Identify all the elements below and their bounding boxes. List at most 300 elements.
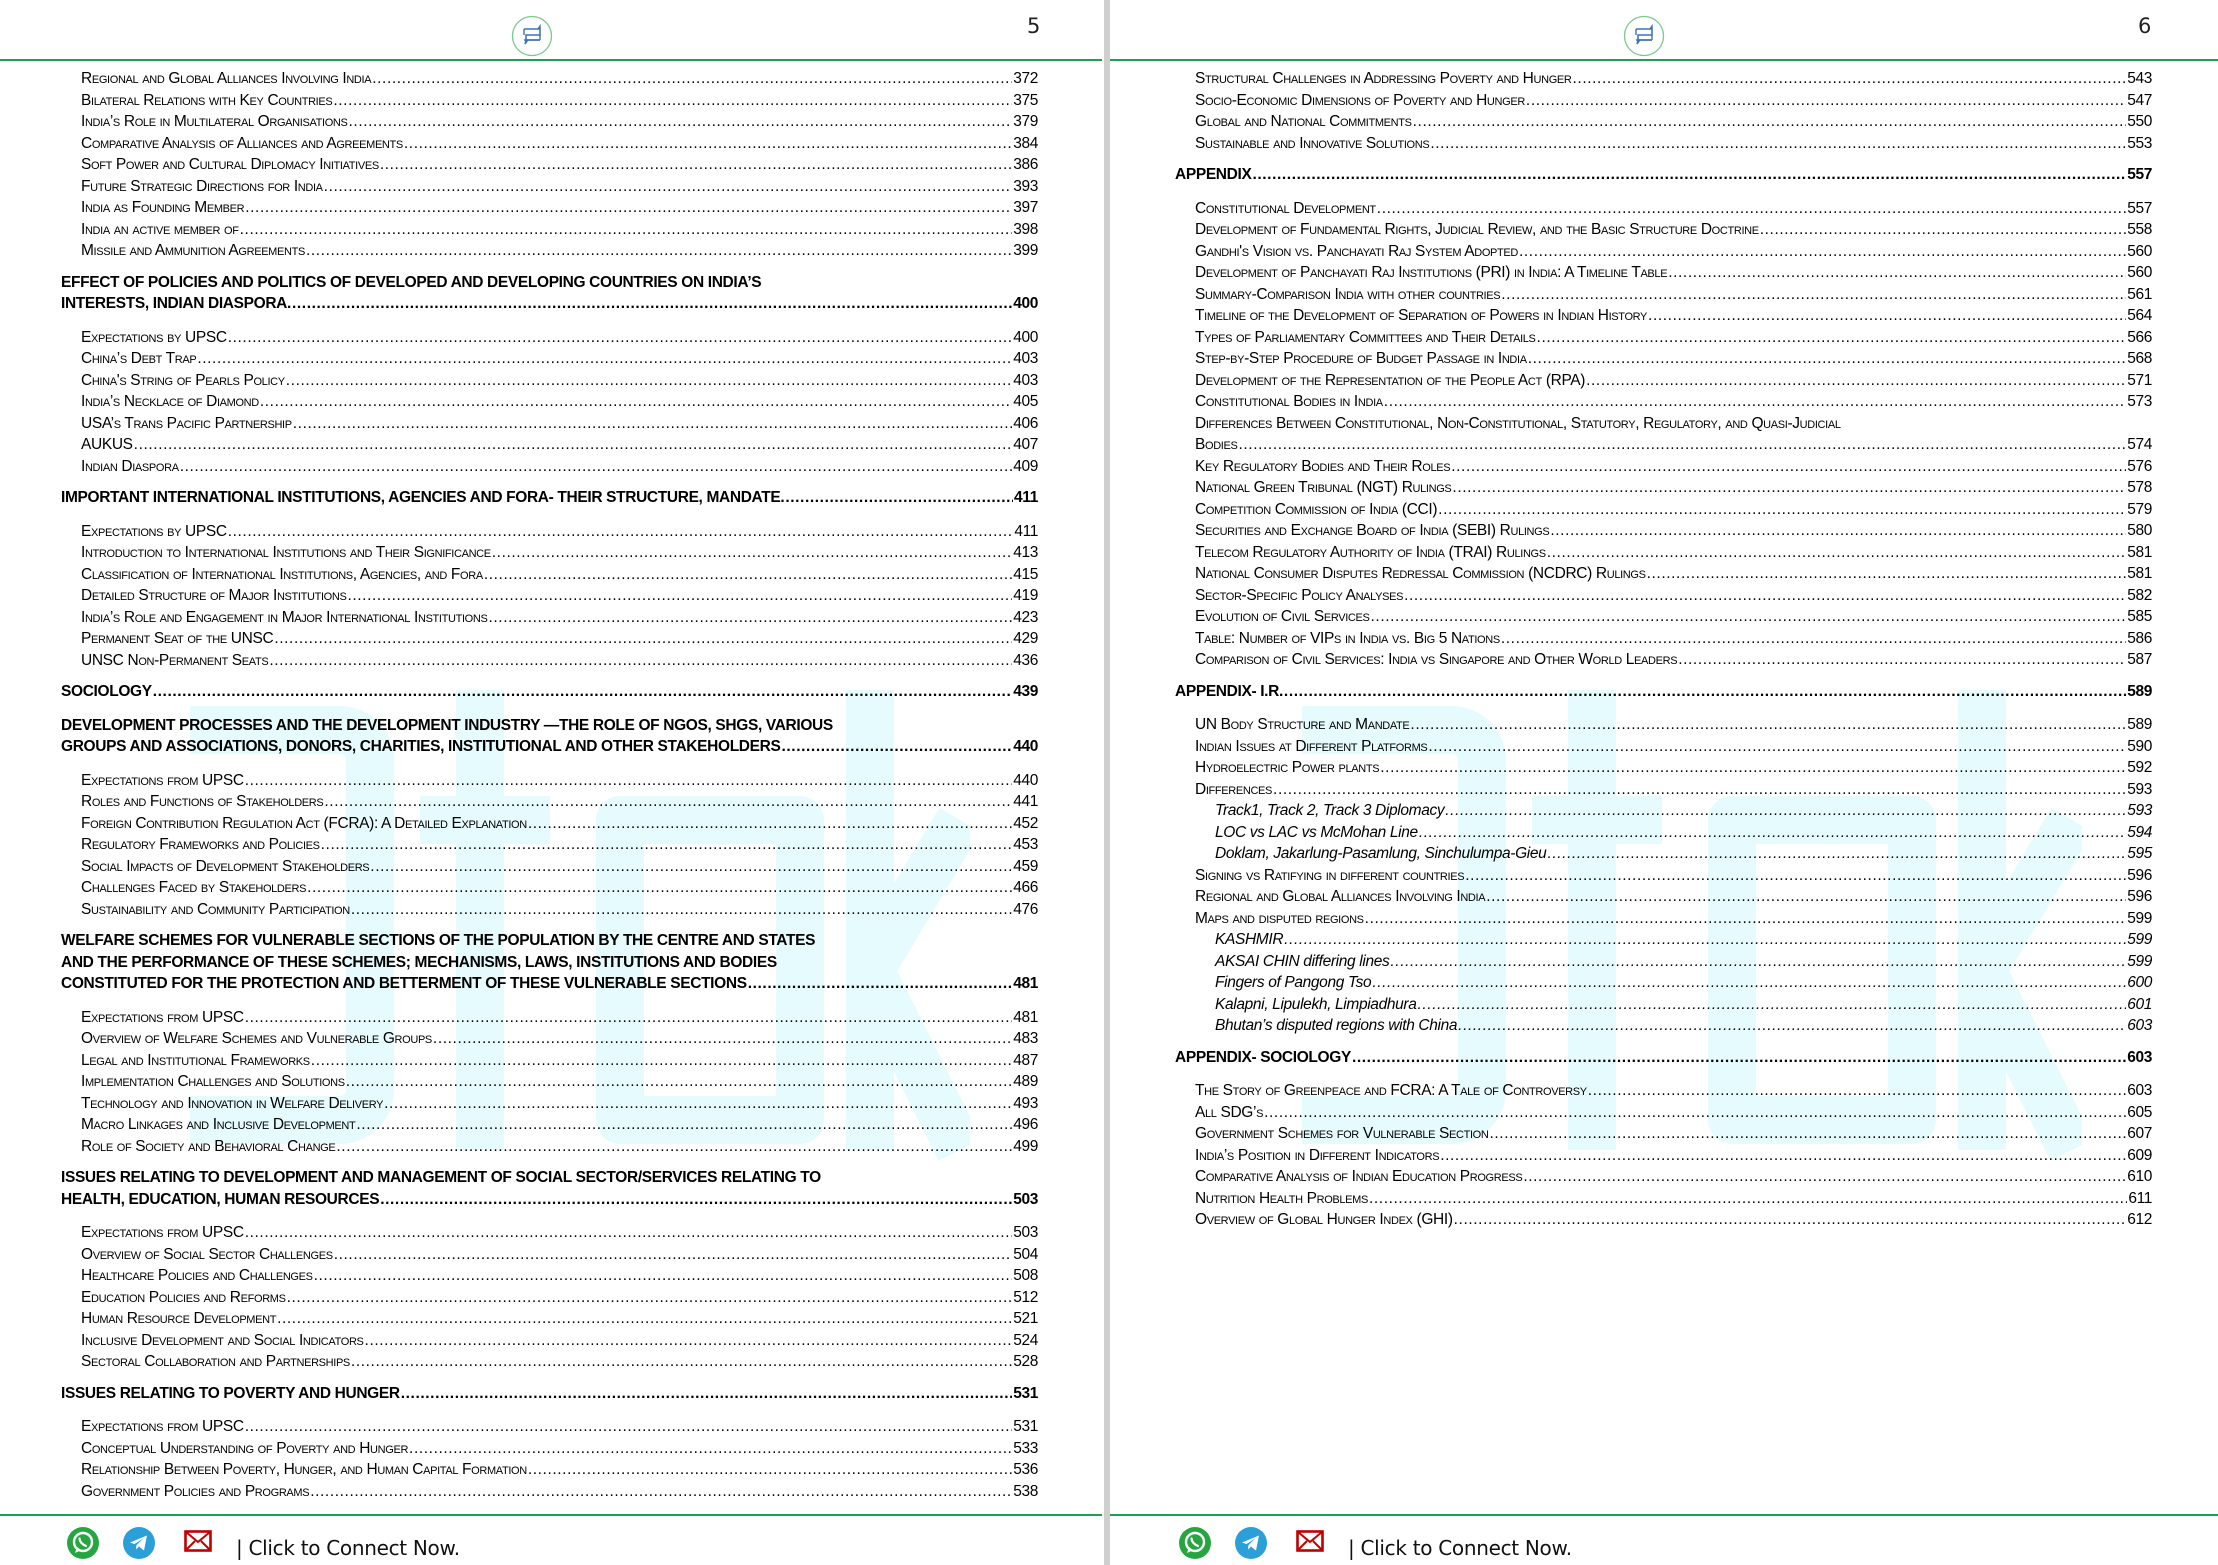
toc-subentry[interactable]: [1175, 972, 2152, 994]
toc-entry[interactable]: [61, 1028, 1038, 1050]
toc-entry[interactable]: [1175, 68, 2152, 90]
toc-entry[interactable]: [61, 391, 1038, 413]
entry-page-number: 493: [1013, 1094, 1038, 1112]
toc-entry[interactable]: [1175, 1166, 2152, 1188]
toc-entry[interactable]: [1175, 198, 2152, 220]
dot-leader: [1526, 90, 2126, 112]
dot-leader: [1647, 563, 2127, 585]
toc-entry[interactable]: [61, 1351, 1038, 1373]
dot-leader: [785, 487, 1013, 509]
heading-last-line[interactable]: [61, 1189, 1038, 1211]
entry-page-number: 609: [2127, 1146, 2152, 1164]
entry-page-number: 524: [1013, 1331, 1038, 1349]
dot-leader: [1390, 951, 2126, 973]
entry-title: Introduction to International Institutions and Their Significance: [81, 544, 491, 561]
toc-entry[interactable]: [1175, 348, 2152, 370]
entry-page-number: 600: [2127, 974, 2152, 991]
dot-leader: [1365, 908, 2127, 930]
entry-page-number: 405: [1013, 393, 1038, 410]
toc-entry[interactable]: [61, 1050, 1038, 1072]
toc-subentry[interactable]: [1175, 822, 2152, 844]
toc-entry[interactable]: [61, 607, 1038, 629]
toc-entry[interactable]: [61, 585, 1038, 607]
entry-page-number: 594: [2127, 823, 2152, 841]
entry-page-number: 601: [2127, 995, 2152, 1013]
heading-last-line[interactable]: [61, 1383, 1038, 1405]
entry-title: Expectations by UPSC: [81, 522, 227, 540]
entry-title: UNSC Non-Permanent Seats: [81, 651, 269, 669]
header-divider: [0, 59, 1102, 61]
toc-entry[interactable]: [1175, 1145, 2152, 1167]
toc-entry[interactable]: [1175, 111, 2152, 133]
entry-title: CONSTITUTED FOR THE PROTECTION AND BETTERMENT OF THESE VULNERABLE SECTIONS: [61, 975, 747, 992]
toc-entry[interactable]: [1175, 327, 2152, 349]
entry-title: Roles and Functions of Stakeholders: [81, 793, 324, 810]
toc-subentry[interactable]: [1175, 843, 2152, 865]
toc-entry[interactable]: [1175, 90, 2152, 112]
heading-last-line[interactable]: [61, 973, 1038, 995]
dot-leader: [1519, 241, 2126, 263]
mail-icon[interactable]: [1296, 1530, 1324, 1552]
entry-page-number: 543: [2127, 70, 2152, 87]
toc-subentry[interactable]: [1175, 951, 2152, 973]
entry-title: Regulatory Frameworks and Policies: [81, 836, 320, 853]
toc-entry[interactable]: [61, 1287, 1038, 1309]
entry-title: Detailed Structure of Major Institutions: [81, 587, 347, 604]
dot-leader: [292, 293, 1012, 315]
entry-page-number: 483: [1013, 1030, 1038, 1047]
footer-divider: [1110, 1514, 2218, 1516]
table-of-contents-right: [1175, 68, 2152, 1231]
toc-entry[interactable]: [61, 348, 1038, 370]
dot-leader: [1352, 1047, 2126, 1069]
toc-entry[interactable]: [1175, 133, 2152, 155]
entry-page-number: 590: [2127, 737, 2152, 755]
dot-leader: [1284, 681, 2126, 703]
entry-page-number: 533: [1013, 1439, 1038, 1457]
entry-page-number: 476: [1013, 900, 1038, 918]
dot-leader: [356, 1114, 1012, 1136]
dot-leader: [365, 1330, 1013, 1352]
entry-title: AUKUS: [81, 436, 133, 453]
entry-title: Overview of Global Hunger Index (GHI): [1195, 1211, 1453, 1228]
whatsapp-icon[interactable]: [1178, 1526, 1212, 1560]
entry-title: Fingers of Pangong Tso: [1215, 974, 1372, 991]
entry-page-number: 599: [2127, 931, 2152, 948]
heading-last-line[interactable]: [1175, 1047, 2152, 1069]
toc-entry[interactable]: [1175, 563, 2152, 585]
dot-leader: [1454, 1209, 2127, 1231]
entry-page-number: 399: [1013, 242, 1038, 259]
dot-leader: [1452, 477, 2126, 499]
toc-entry[interactable]: [61, 770, 1038, 792]
connect-link[interactable]: | Click to Connect Now.: [236, 1536, 460, 1560]
section-heading[interactable]: [61, 681, 1038, 703]
toc-entry[interactable]: [61, 456, 1038, 478]
entry-page-number: 603: [2127, 1017, 2152, 1034]
dot-leader: [351, 899, 1012, 921]
toc-entry[interactable]: [1175, 370, 2152, 392]
entry-title: Sustainable and Innovative Solutions: [1195, 134, 1430, 152]
dot-leader: [260, 391, 1012, 413]
toc-entry[interactable]: [1175, 714, 2152, 736]
connect-link[interactable]: | Click to Connect Now.: [1348, 1536, 1572, 1560]
toc-entry[interactable]: [61, 68, 1038, 90]
entry-title: Sectoral Collaboration and Partnerships: [81, 1353, 350, 1370]
entry-title: GROUPS AND ASSOCIATIONS, DONORS, CHARITIES, INSTITUTIONAL AND OTHER STAKEHOLDERS: [61, 738, 781, 755]
heading-last-line[interactable]: [61, 487, 1038, 509]
toc-entry[interactable]: [61, 413, 1038, 435]
entry-title: Key Regulatory Bodies and Their Roles: [1195, 457, 1451, 475]
entry-title: The Story of Greenpeace and FCRA: A Tale of Controversy: [1195, 1082, 1587, 1099]
dot-leader: [1438, 499, 2126, 521]
entry-title: Government Schemes for Vulnerable Section: [1195, 1125, 1489, 1142]
toc-entry[interactable]: [61, 1459, 1038, 1481]
dot-leader: [1410, 714, 2126, 736]
dot-leader: [1537, 327, 2127, 349]
entry-page-number: 452: [1013, 814, 1038, 832]
dot-leader: [409, 1438, 1012, 1460]
toc-entry[interactable]: [1175, 779, 2152, 801]
entry-title: Classification of International Institutions, Agencies, and Fora: [81, 565, 483, 583]
toc-entry[interactable]: [61, 628, 1038, 650]
toc-entry[interactable]: [61, 90, 1038, 112]
section-heading[interactable]: [1175, 1047, 2152, 1069]
heading-line: AND THE PERFORMANCE OF THESE SCHEMES; MECHANISMS, LAWS, INSTITUTIONS AND BODIES: [61, 953, 777, 971]
toc-entry[interactable]: [1175, 262, 2152, 284]
entry-title: Government Policies and Programs: [81, 1482, 310, 1500]
heading-line: EFFECT OF POLICIES AND POLITICS OF DEVELOPED AND DEVELOPING COUNTRIES ON INDIA’S: [61, 273, 762, 291]
entry-title: Telecom Regulatory Authority of India (TRAI) Rulings: [1195, 543, 1546, 561]
entry-title: India’s Position in Different Indicators: [1195, 1146, 1440, 1164]
entry-page-number: 571: [2127, 371, 2152, 389]
entry-page-number: 611: [2128, 1189, 2152, 1207]
toc-subentry[interactable]: [1175, 800, 2152, 822]
heading-last-line[interactable]: [1175, 681, 2152, 703]
toc-entry[interactable]: [61, 1007, 1038, 1029]
chat-bubble-s-logo-icon: [511, 15, 553, 57]
entry-page-number: 504: [1013, 1245, 1038, 1263]
section-heading[interactable]: [1175, 681, 2152, 703]
toc-entry[interactable]: [61, 111, 1038, 133]
dot-leader: [324, 176, 1013, 198]
toc-entry[interactable]: [61, 1330, 1038, 1352]
dot-leader: [404, 133, 1012, 155]
entry-page-number: 599: [2127, 952, 2152, 970]
toc-entry[interactable]: [1175, 391, 2152, 413]
dot-leader: [528, 813, 1012, 835]
dot-leader: [1377, 198, 2126, 220]
entry-title: Types of Parliamentary Committees and Their Details: [1195, 328, 1536, 346]
toc-entry[interactable]: [61, 877, 1038, 899]
section-heading[interactable]: [61, 1383, 1038, 1405]
dot-leader: [314, 1265, 1013, 1287]
toc-entry[interactable]: [1175, 628, 2152, 650]
toc-entry[interactable]: [1175, 1123, 2152, 1145]
dot-leader: [1550, 520, 2126, 542]
entry-title: APPENDIX- I.R.: [1175, 682, 1283, 700]
dot-leader: [347, 585, 1012, 607]
whatsapp-icon[interactable]: [66, 1526, 100, 1560]
entry-title: Challenges Faced by Stakeholders: [81, 879, 307, 896]
entry-page-number: 585: [2127, 608, 2152, 625]
entry-title: All SDG’s: [1195, 1103, 1264, 1121]
entry-title: Comparative Analysis of Alliances and Agreements: [81, 134, 403, 152]
entry-title: Legal and Institutional Frameworks: [81, 1051, 310, 1069]
dot-leader: [134, 434, 1013, 456]
toc-entry[interactable]: [61, 1265, 1038, 1287]
toc-entry[interactable]: [1175, 413, 2152, 456]
entry-page-number: 499: [1013, 1137, 1038, 1155]
dot-leader: [1668, 262, 2126, 284]
toc-entry[interactable]: [61, 1481, 1038, 1503]
dot-leader: [228, 521, 1014, 543]
entry-title: Evolution of Civil Services: [1195, 608, 1370, 625]
entry-page-number: 536: [1013, 1461, 1038, 1478]
entry-title: Expectations from UPSC: [81, 1008, 244, 1026]
entry-page-number: 560: [2127, 264, 2152, 281]
entry-page-number: 538: [1013, 1482, 1038, 1500]
entry-page-number: 440: [1013, 771, 1038, 789]
toc-entry[interactable]: [1175, 520, 2152, 542]
toc-entry[interactable]: [1175, 284, 2152, 306]
toc-entry[interactable]: [1175, 908, 2152, 930]
entry-page-number: 489: [1013, 1073, 1038, 1090]
entry-page-number: 372: [1013, 70, 1038, 87]
entry-page-number: 440: [1013, 738, 1038, 755]
toc-entry[interactable]: [1175, 1102, 2152, 1124]
toc-entry[interactable]: [61, 154, 1038, 176]
toc-entry[interactable]: [1175, 585, 2152, 607]
toc-entry[interactable]: [61, 133, 1038, 155]
entry-page-number: 413: [1013, 544, 1038, 561]
entry-title: Step-by-Step Procedure of Budget Passage in India: [1195, 350, 1527, 367]
page-number: 6: [2138, 14, 2152, 38]
entry-page-number: 596: [2127, 866, 2152, 884]
entry-title: APPENDIX: [1175, 166, 1252, 183]
section-heading[interactable]: [61, 272, 1038, 315]
toc-entry[interactable]: [61, 327, 1038, 349]
entry-title: Healthcare Policies and Challenges: [81, 1267, 313, 1284]
entry-title: Bilateral Relations with Key Countries: [81, 91, 333, 109]
entry-page-number: 612: [2127, 1211, 2152, 1228]
entry-page-number: 453: [1013, 836, 1038, 853]
toc-entry[interactable]: [1175, 649, 2152, 671]
entry-page-number: 592: [2127, 759, 2152, 776]
dot-leader: [293, 413, 1012, 435]
toc-entry[interactable]: [61, 521, 1038, 543]
toc-entry[interactable]: [1175, 865, 2152, 887]
header-divider: [1110, 59, 2218, 61]
toc-entry[interactable]: [1175, 499, 2152, 521]
entry-title: China's String of Pearls Policy: [81, 371, 285, 389]
toc-entry[interactable]: [1175, 456, 2152, 478]
entry-page-number: 503: [1013, 1190, 1038, 1208]
entry-title: HEALTH, EDUCATION, HUMAN RESOURCES: [61, 1190, 380, 1208]
toc-entry[interactable]: [61, 899, 1038, 921]
section-heading[interactable]: [61, 1167, 1038, 1210]
toc-entry[interactable]: [61, 434, 1038, 456]
entry-title: China’s Debt Trap: [81, 350, 197, 367]
heading-line: WELFARE SCHEMES FOR VULNERABLE SECTIONS OF THE POPULATION BY THE CENTRE AND STATES: [61, 932, 816, 949]
dot-leader: [1528, 348, 2126, 370]
toc-entry[interactable]: [1175, 757, 2152, 779]
toc-subentry[interactable]: [1175, 994, 2152, 1016]
entry-title: Permanent Seat of the UNSC: [81, 630, 274, 647]
dot-leader: [1588, 1080, 2126, 1102]
toc-entry[interactable]: [61, 1071, 1038, 1093]
entry-title: Role of Society and Behavioral Change: [81, 1137, 336, 1155]
section-heading[interactable]: [61, 930, 1038, 995]
entry-title: Regional and Global Alliances Involving India: [1195, 888, 1486, 905]
toc-entry[interactable]: [61, 650, 1038, 672]
dot-leader: [1284, 929, 2126, 951]
entry-page-number: 466: [1013, 879, 1038, 896]
heading-last-line[interactable]: [61, 736, 1038, 758]
toc-entry[interactable]: [61, 1114, 1038, 1136]
toc-entry[interactable]: [1175, 542, 2152, 564]
entry-title: Maps and disputed regions: [1195, 909, 1364, 927]
dot-leader: [1573, 68, 2127, 90]
entry-page-number: 409: [1013, 457, 1038, 475]
entry-page-number: 528: [1013, 1353, 1038, 1370]
toc-entry[interactable]: [1175, 305, 2152, 327]
entry-page-number: 578: [2127, 479, 2152, 496]
dot-leader: [1273, 779, 2126, 801]
telegram-icon[interactable]: [122, 1526, 156, 1560]
entry-page-number: 589: [2127, 682, 2152, 700]
entry-page-number: 582: [2127, 586, 2152, 604]
toc-subentry[interactable]: [1175, 929, 2152, 951]
toc-entry[interactable]: [61, 240, 1038, 262]
heading-last-line[interactable]: [61, 293, 1038, 315]
toc-entry[interactable]: [1175, 1080, 2152, 1102]
dot-leader: [401, 1383, 1012, 1405]
toc-entry[interactable]: [61, 1093, 1038, 1115]
entry-page-number: 607: [2127, 1125, 2152, 1142]
toc-entry[interactable]: [61, 856, 1038, 878]
entry-title: AKSAI CHIN differing lines: [1215, 952, 1390, 970]
entry-title: Expectations from UPSC: [81, 1418, 244, 1435]
toc-entry[interactable]: [1175, 1188, 2152, 1210]
toc-entry[interactable]: [61, 542, 1038, 564]
toc-subentry[interactable]: [1175, 1015, 2152, 1037]
dot-leader: [287, 1287, 1013, 1309]
entry-title: India’s Role in Multilateral Organisations: [81, 113, 348, 130]
entry-page-number: 411: [1014, 522, 1038, 540]
heading-last-line[interactable]: [1175, 164, 2152, 186]
toc-entry[interactable]: [61, 1244, 1038, 1266]
entry-title: Relationship Between Poverty, Hunger, and Human Capital Formation: [81, 1461, 527, 1478]
telegram-icon[interactable]: [1234, 1526, 1268, 1560]
toc-entry[interactable]: [1175, 1209, 2152, 1231]
entry-title: Nutrition Health Problems: [1195, 1189, 1368, 1207]
entry-title: Inclusive Development and Social Indicators: [81, 1331, 364, 1349]
page-number: 5: [1027, 14, 1041, 38]
entry-title: Development of Panchayati Raj Institutions (PRI) in India: A Timeline Table: [1195, 264, 1668, 281]
dot-leader: [528, 1459, 1012, 1481]
dot-leader: [306, 240, 1012, 262]
toc-entry[interactable]: [1175, 219, 2152, 241]
entry-title: INTERESTS, INDIAN DIASPORA.: [61, 295, 291, 312]
heading-last-line[interactable]: [61, 681, 1038, 703]
entry-page-number: 557: [2127, 199, 2152, 217]
dot-leader: [1264, 1102, 2126, 1124]
entry-title: Indian Issues at Different Platforms: [1195, 737, 1428, 755]
toc-entry[interactable]: [61, 1136, 1038, 1158]
entry-page-number: 496: [1013, 1116, 1038, 1133]
entry-title: Timeline of the Development of Separation of Powers in Indian History: [1195, 307, 1648, 324]
entry-title: Social Impacts of Development Stakeholders: [81, 857, 370, 875]
dot-leader: [1486, 886, 2126, 908]
entry-title: India’s Role and Engagement in Major International Institutions: [81, 608, 488, 626]
dot-leader: [1586, 370, 2126, 392]
entry-title: Kalapni, Lipulekh, Limpiadhura: [1215, 995, 1417, 1013]
section-heading[interactable]: [61, 487, 1038, 509]
toc-entry[interactable]: [61, 564, 1038, 586]
dot-leader: [277, 1308, 1012, 1330]
mail-icon[interactable]: [184, 1530, 212, 1552]
toc-entry[interactable]: [61, 197, 1038, 219]
toc-entry[interactable]: [61, 1438, 1038, 1460]
dot-leader: [1417, 994, 2126, 1016]
toc-entry[interactable]: [61, 1416, 1038, 1438]
toc-entry[interactable]: [61, 1308, 1038, 1330]
dot-leader: [1428, 736, 2126, 758]
entry-title: Bhutan’s disputed regions with China: [1215, 1017, 1458, 1034]
dot-leader: [245, 770, 1012, 792]
entry-page-number: 561: [2127, 285, 2152, 303]
section-heading[interactable]: [1175, 164, 2152, 186]
page-left: [0, 0, 1104, 1565]
entry-title: Competition Commission of India (CCI): [1195, 500, 1438, 518]
toc-entry[interactable]: [61, 813, 1038, 835]
entry-page-number: 406: [1013, 414, 1038, 432]
toc-entry[interactable]: [1175, 477, 2152, 499]
entry-page-number: 557: [2127, 166, 2152, 183]
dot-leader: [245, 197, 1012, 219]
entry-page-number: 521: [1013, 1310, 1038, 1327]
dot-leader: [748, 973, 1013, 995]
entry-page-number: 386: [1013, 156, 1038, 173]
toc-entry[interactable]: [61, 176, 1038, 198]
dot-leader: [346, 1071, 1013, 1093]
toc-entry[interactable]: [61, 370, 1038, 392]
toc-entry[interactable]: [61, 219, 1038, 241]
dot-leader: [370, 856, 1012, 878]
entry-page-number: 487: [1013, 1051, 1038, 1069]
entry-title: Hydroelectric Power plants: [1195, 759, 1380, 776]
toc-entry[interactable]: [1175, 886, 2152, 908]
heading-last-line[interactable]: [1195, 434, 2152, 456]
entry-page-number: 587: [2127, 651, 2152, 668]
entry-page-number: 581: [2127, 543, 2152, 561]
entry-page-number: 610: [2127, 1168, 2152, 1185]
entry-page-number: 573: [2127, 393, 2152, 410]
entry-page-number: 459: [1013, 857, 1038, 875]
toc-entry[interactable]: [61, 1222, 1038, 1244]
toc-entry[interactable]: [1175, 736, 2152, 758]
toc-entry[interactable]: [61, 791, 1038, 813]
entry-page-number: 576: [2127, 457, 2152, 475]
section-heading[interactable]: [61, 715, 1038, 758]
toc-entry[interactable]: [1175, 606, 2152, 628]
entry-page-number: 379: [1013, 113, 1038, 130]
toc-entry[interactable]: [1175, 241, 2152, 263]
dot-leader: [1458, 1015, 2126, 1037]
entry-page-number: 547: [2127, 91, 2152, 109]
toc-entry[interactable]: [61, 834, 1038, 856]
